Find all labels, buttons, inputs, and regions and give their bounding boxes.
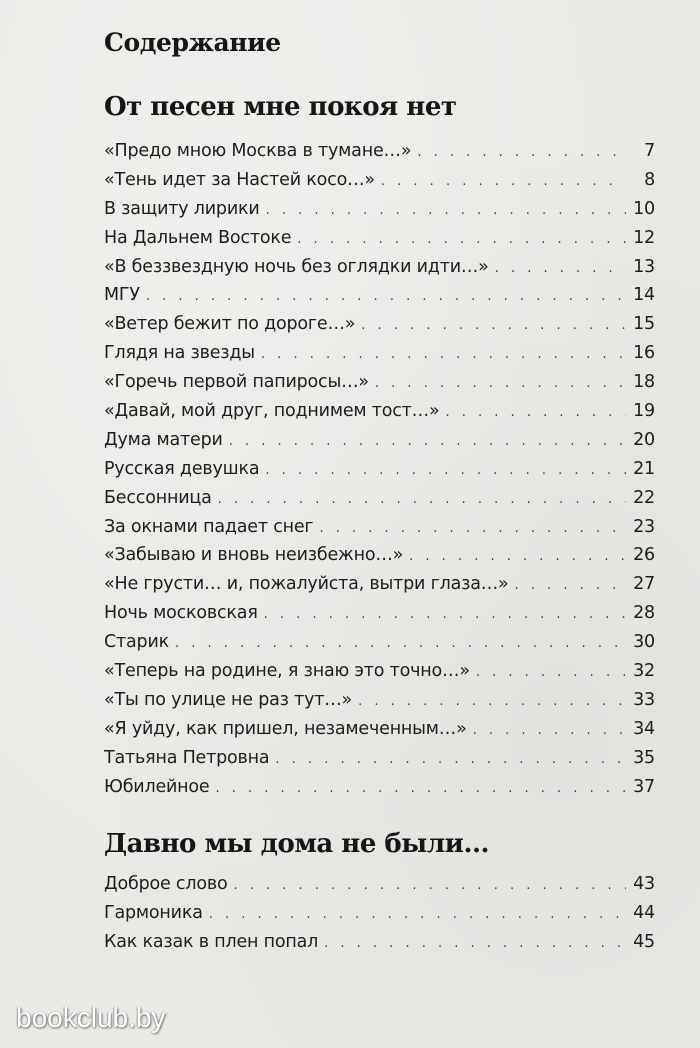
toc-entry-page: 23 xyxy=(633,516,655,537)
toc-entry xyxy=(104,777,655,806)
toc-entry-title: Доброе слово xyxy=(104,874,228,894)
dot-leader xyxy=(297,232,626,247)
dot-leader xyxy=(473,723,626,738)
dot-leader xyxy=(218,492,626,507)
dot-leader xyxy=(233,878,626,893)
toc-entry-page: 20 xyxy=(633,429,655,450)
toc-entry xyxy=(104,488,655,517)
toc-entry-page: 7 xyxy=(644,141,655,161)
toc-entry-title: Старик xyxy=(104,632,169,653)
toc-entry-page: 18 xyxy=(633,372,655,393)
toc-entry-title: В защиту лирики xyxy=(104,198,260,219)
toc-entry-title: На Дальнем Востоке xyxy=(104,227,292,248)
toc-entry-title: Юбилейное xyxy=(104,776,210,797)
toc-entry-title: «Горечь первой папиросы…» xyxy=(104,372,369,393)
toc-entry xyxy=(104,517,655,546)
toc-entry-page: 30 xyxy=(633,632,655,653)
dot-leader xyxy=(175,636,626,651)
toc-entry-page: 8 xyxy=(644,169,655,190)
toc-entry xyxy=(104,932,655,961)
dot-leader xyxy=(476,665,626,680)
toc-entry-title: «Я уйду, как пришел, незамеченным…» xyxy=(104,718,467,739)
toc-entry xyxy=(104,903,655,932)
dot-leader xyxy=(261,347,626,362)
toc-entry-page: 12 xyxy=(633,227,655,248)
toc-entry-page: 16 xyxy=(633,343,655,364)
toc-list xyxy=(104,874,655,961)
toc-entry-title: «Давай, мой друг, поднимем тост…» xyxy=(104,401,440,422)
toc-entry xyxy=(104,314,655,343)
toc-entry xyxy=(104,199,655,228)
dot-leader xyxy=(229,434,626,449)
toc-entry-page: 33 xyxy=(633,689,655,710)
toc-entry-page: 15 xyxy=(633,314,655,335)
toc-entry xyxy=(104,719,655,748)
toc-entry-page: 21 xyxy=(633,458,655,479)
toc-entry-title: Татьяна Петровна xyxy=(104,747,270,768)
toc-entry xyxy=(104,574,655,603)
toc-entry-title: МГУ xyxy=(104,285,140,306)
toc-entry-page: 45 xyxy=(633,931,655,952)
toc-entry-page: 34 xyxy=(633,718,655,739)
section-heading: Давно мы дома не были… xyxy=(104,829,489,859)
dot-leader xyxy=(381,174,626,189)
toc-entry-page: 28 xyxy=(633,603,655,624)
dot-leader xyxy=(275,752,626,767)
toc-entry xyxy=(104,228,655,257)
toc-entry-page: 14 xyxy=(633,285,655,306)
toc-entry-page: 19 xyxy=(633,401,655,422)
section-heading: От песен мне покоя нет xyxy=(104,92,457,122)
dot-leader xyxy=(324,936,626,951)
toc-entry-title: «Ветер бежит по дороге…» xyxy=(104,314,356,335)
toc-entry xyxy=(104,874,655,903)
toc-entry-title: «Теперь на родине, я знаю это точно…» xyxy=(104,661,470,682)
toc-entry-title: «В беззвездную ночь без оглядки идти…» xyxy=(104,256,489,277)
contents-heading: Содержание xyxy=(104,28,281,57)
dot-leader xyxy=(495,261,626,276)
toc-entry-page: 43 xyxy=(633,874,655,894)
toc-entry xyxy=(104,661,655,690)
toc-entry xyxy=(104,430,655,459)
toc-entry-title: Как казак в плен попал xyxy=(104,931,319,952)
toc-entry-title: «Тень идет за Настей косо…» xyxy=(104,169,375,190)
toc-entry-page: 10 xyxy=(633,198,655,219)
toc-entry-title: Русская девушка xyxy=(104,458,260,479)
toc-entry-title: За окнами падает снег xyxy=(104,516,314,537)
toc-list xyxy=(104,141,655,805)
toc-entry-title: «Не грусти… и, пожалуйста, вытри глаза…» xyxy=(104,574,509,595)
dot-leader xyxy=(146,289,626,304)
toc-entry-title: «Ты по улице не раз тут…» xyxy=(104,689,353,710)
dot-leader xyxy=(358,694,626,709)
toc-entry xyxy=(104,603,655,632)
dot-leader xyxy=(265,463,626,478)
toc-entry-page: 32 xyxy=(633,661,655,682)
toc-entry xyxy=(104,632,655,661)
dot-leader xyxy=(409,549,626,564)
dot-leader xyxy=(319,521,626,536)
toc-entry-title: «Предо мною Москва в тумане…» xyxy=(104,141,412,161)
toc-entry xyxy=(104,141,655,170)
toc-entry xyxy=(104,545,655,574)
toc-entry xyxy=(104,748,655,777)
toc-entry-title: Гармоника xyxy=(104,902,203,923)
toc-entry-page: 26 xyxy=(633,545,655,566)
dot-leader xyxy=(266,203,626,218)
dot-leader xyxy=(209,907,626,922)
toc-entry-title: Глядя на звезды xyxy=(104,343,255,364)
toc-entry xyxy=(104,459,655,488)
dot-leader xyxy=(515,578,626,593)
dot-leader xyxy=(417,145,626,160)
toc-entry xyxy=(104,401,655,430)
toc-entry-page: 27 xyxy=(633,574,655,595)
toc-entry xyxy=(104,170,655,199)
toc-entry-title: Бессонница xyxy=(104,487,212,508)
toc-entry xyxy=(104,257,655,286)
toc-entry-page: 35 xyxy=(633,747,655,768)
dot-leader xyxy=(446,405,627,420)
toc-entry-page: 22 xyxy=(633,487,655,508)
toc-entry xyxy=(104,285,655,314)
toc-entry-title: Дума матери xyxy=(104,429,223,450)
dot-leader xyxy=(216,781,627,796)
dot-leader xyxy=(264,607,626,622)
toc-entry-page: 37 xyxy=(633,776,655,797)
dot-leader xyxy=(361,318,626,333)
toc-entry xyxy=(104,372,655,401)
watermark-text: bookclub.by xyxy=(16,1002,166,1033)
toc-entry-page: 44 xyxy=(633,902,655,923)
toc-entry-title: Ночь московская xyxy=(104,603,258,624)
toc-entry-title: «Забываю и вновь неизбежно…» xyxy=(104,545,404,566)
toc-entry xyxy=(104,690,655,719)
toc-entry-page: 13 xyxy=(633,256,655,277)
dot-leader xyxy=(375,376,626,391)
toc-entry xyxy=(104,343,655,372)
